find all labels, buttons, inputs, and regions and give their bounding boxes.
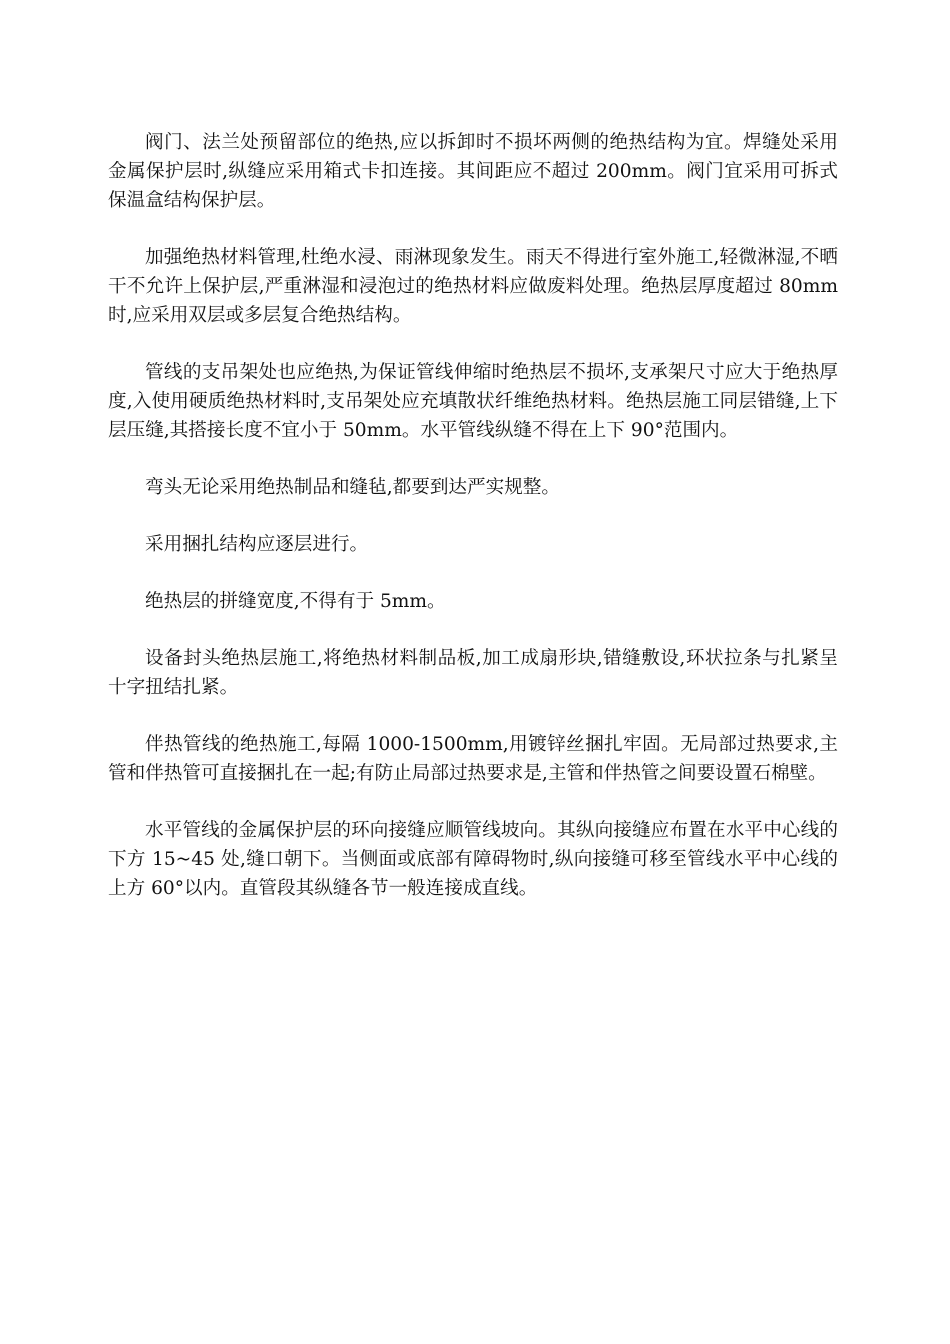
paragraph-elbow: 弯头无论采用绝热制品和缝毡,都要到达严实规整。 xyxy=(145,477,560,498)
paragraph-binding-structure: 采用捆扎结构应逐层进行。 xyxy=(145,534,369,555)
document-body xyxy=(108,128,838,931)
paragraph-valve-flange-insulation: 阀门、法兰处预留部位的绝热,应以拆卸时不损坏两侧的绝热结构为宜。焊缝处采用金属保护层时,纵缝应采用箱式卡扣连接。其间距应不超过 200mm。阀门宜采用可拆式保温盒结构保护层。 xyxy=(108,132,838,211)
paragraph-support-hanger-insulation: 管线的支吊架处也应绝热,为保证管线伸缩时绝热层不损坏,支承架尺寸应大于绝热厚度,入使用硬质绝热材料时,支吊架处应充填散状纤维绝热材料。绝热层施工同层错缝,上下层压缝,其搭接长度不宜小于 50mm。水平管线纵缝不得在上下 90°范围内。 xyxy=(108,362,838,441)
paragraph-equipment-head: 设备封头绝热层施工,将绝热材料制品板,加工成扇形块,错缝敷设,环状拉条与扎紧呈十字扭结扎紧。 xyxy=(108,648,838,698)
paragraph-material-management: 加强绝热材料管理,杜绝水浸、雨淋现象发生。雨天不得进行室外施工,轻微淋湿,不晒干不允许上保护层,严重淋湿和浸泡过的绝热材料应做废料处理。绝热层厚度超过 80mm 时,应采用双层或多层复合绝热结构。 xyxy=(108,247,838,326)
paragraph-joint-width: 绝热层的拼缝宽度,不得有于 5mm。 xyxy=(145,591,446,612)
paragraph-metal-protection-layer: 水平管线的金属保护层的环向接缝应顺管线坡向。其纵向接缝应布置在水平中心线的下方 15~45 处,缝口朝下。当侧面或底部有障碍物时,纵向接缝可移至管线水平中心线的上方 60°以内。直管段其纵缝各节一般连接成直线。 xyxy=(108,820,838,899)
paragraph-tracing-pipeline: 伴热管线的绝热施工,每隔 1000-1500mm,用镀锌丝捆扎牢固。无局部过热要求,主管和伴热管可直接捆扎在一起;有防止局部过热要求是,主管和伴热管之间要设置石棉壁。 xyxy=(108,734,838,784)
